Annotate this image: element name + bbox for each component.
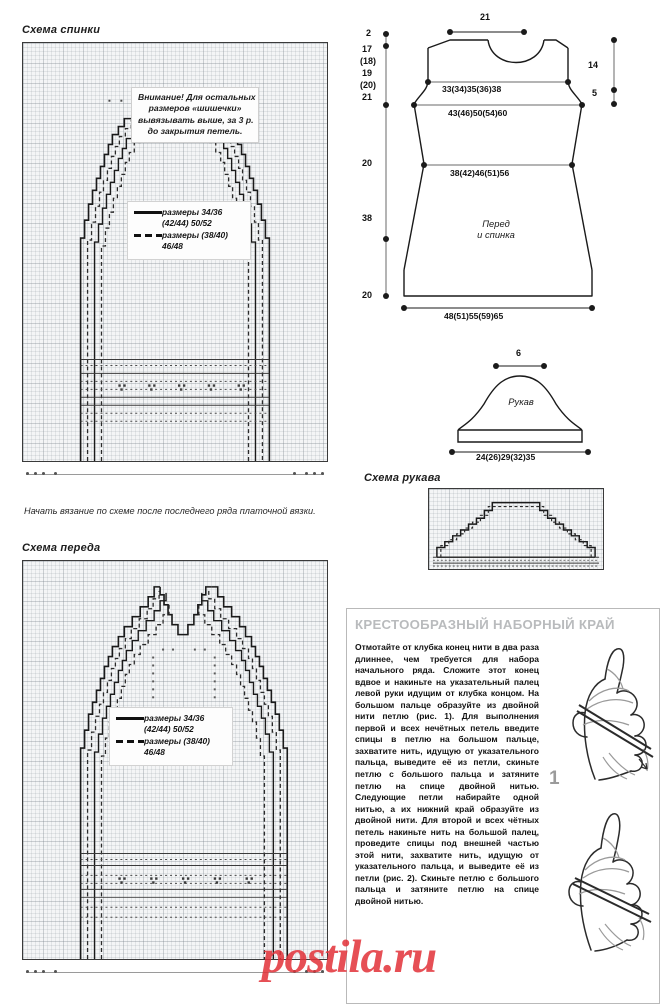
dim-left-19: 19	[362, 68, 373, 78]
back-schema-dimension-rule	[26, 470, 324, 478]
dim-chest-width: 43(46)50(54)60	[448, 108, 508, 118]
front-schema-chart	[22, 560, 328, 960]
panel-body-text: Отмотайте от клубка конец нити в два раза длиннее, чем требуется для набора начального ряда. Сложите этот конец вдвое и накиньте на указательный палец левой руки идущим от клубка концом. На большом пальце образуйте из двойной нити петлю (рис. 1). Для выполнения первой и всех нечётных петель введите спицы в петлю на большом пальце, захватите нить, идущую от указательного пальца, выведите её из петли, скиньте петлю с большого пальца и затяните петлю на спице двойной нитью. Следующие петли набирайте одной нитью, а их нижний край образуйте из двойной нити. Для второй и всех чётных петель накиньте нить на большой палец, проведите спицы под внешней частью этой нити, захватите нить, идущую от указательного пальца, и выведите её из петли (рис. 2). Скиньте петлю с большого пальца и затяните петлю на спице двойной нитью.	[355, 642, 539, 907]
figure-1	[543, 639, 655, 794]
dim-left-21: 21	[362, 92, 373, 102]
figure-1-number: 1	[549, 768, 560, 789]
dashed-line-swatch	[116, 736, 144, 743]
sleeve-schema-chart	[428, 488, 604, 570]
dim-right-14: 14	[588, 60, 599, 70]
dim-right-5: 5	[592, 88, 598, 98]
site-watermark: postila.ru	[262, 931, 437, 983]
dim-hem-width: 48(51)55(59)65	[444, 311, 504, 321]
body-schematic-svg	[360, 8, 660, 358]
dim-waist-width: 38(42)46(51)56	[450, 168, 510, 178]
dim-top-width: 21	[480, 12, 491, 22]
back-schema-chart	[22, 42, 328, 462]
legend-dashed-label-2: 46/48	[162, 240, 183, 251]
panel-figures	[543, 639, 655, 971]
legend-dashed-label-2: 46/48	[144, 746, 165, 757]
sleeve-schematic-svg	[438, 352, 618, 462]
dim-neck-width: 33(34)35(36)38	[442, 84, 502, 94]
legend-row-dashed	[116, 736, 225, 757]
legend-solid-label-2: (42/44) 50/52	[144, 723, 194, 734]
legend-solid-label-2: (42/44) 50/52	[162, 217, 212, 228]
dim-sleeve-width: 24(26)29(32)35	[476, 452, 536, 462]
hand-casting-on-illustration-2	[543, 800, 655, 960]
front-chart-legend	[109, 707, 233, 766]
dim-left-height-lower: 20	[362, 290, 373, 300]
part-label-body	[456, 218, 536, 240]
legend-dashed-label-1: размеры (38/40)	[162, 230, 228, 241]
legend-row-solid	[134, 207, 243, 228]
hand-casting-on-illustration-1	[543, 639, 655, 789]
back-chart-legend	[127, 201, 251, 260]
dim-left-height-upper: 20	[362, 158, 373, 168]
solid-line-swatch	[134, 207, 162, 214]
back-chart-attention-note: Внимание! Для остальных размеров «шишечки» вывязывать выше, за 3 р. до закрытия петель.	[131, 87, 259, 143]
part-label-back: и спинка	[477, 229, 515, 240]
dim-left-20: (20)	[360, 80, 377, 90]
back-schema-title: Схема спинки	[22, 24, 101, 36]
front-schema-title: Схема переда	[22, 542, 101, 554]
sleeve-chart-outline	[429, 489, 603, 569]
dim-left-height-mid: 38	[362, 213, 373, 223]
legend-row-solid	[116, 713, 225, 734]
legend-solid-label-1: размеры 34/36	[162, 207, 223, 217]
sleeve-technical-drawing	[438, 348, 618, 462]
dashed-line-swatch	[134, 230, 162, 237]
dim-left-18: (18)	[360, 56, 377, 66]
middle-instruction-note: Начать вязание по схеме после последнего ряда платочной вязки.	[24, 506, 316, 516]
dim-sleeve-top: 6	[516, 348, 522, 358]
solid-line-swatch	[116, 713, 144, 720]
panel-title: КРЕСТООБРАЗНЫЙ НАБОРНЫЙ КРАЙ	[355, 617, 615, 632]
legend-solid-label-1: размеры 34/36	[144, 713, 205, 723]
part-label-sleeve: Рукав	[508, 396, 534, 407]
dim-left-2: 2	[366, 28, 372, 38]
figure-2	[543, 800, 655, 965]
sleeve-schema-title: Схема рукава	[364, 472, 441, 484]
dim-left-17: 17	[362, 44, 373, 54]
legend-row-dashed	[134, 230, 243, 251]
legend-dashed-label-1: размеры (38/40)	[144, 736, 210, 747]
body-technical-drawing	[360, 8, 660, 358]
part-label-front: Перед	[482, 218, 510, 229]
